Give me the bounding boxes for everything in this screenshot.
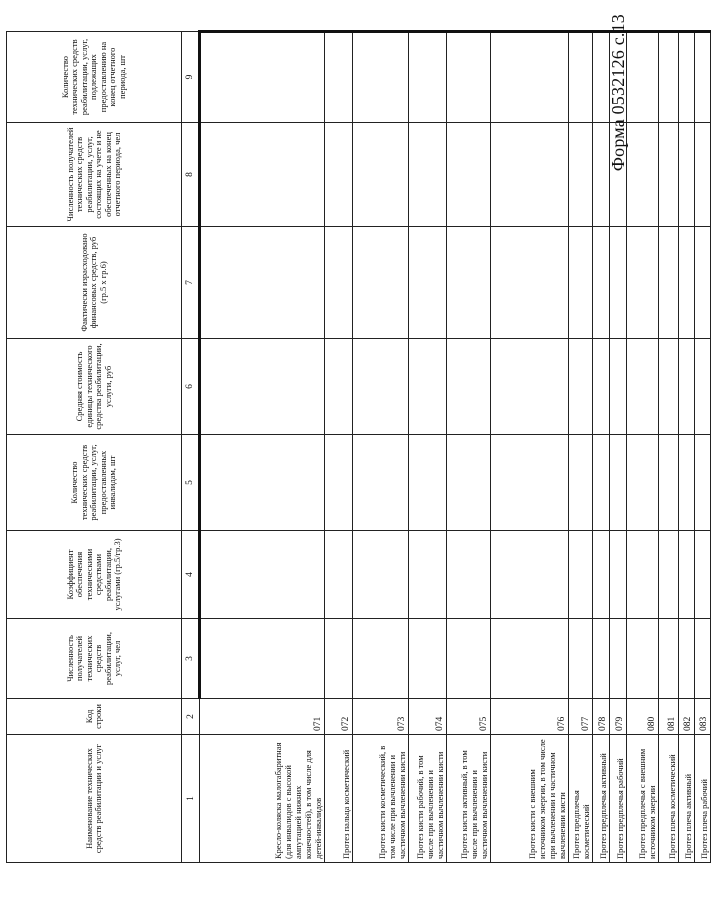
- column-number: 8: [182, 123, 200, 227]
- row-code: 073: [353, 699, 409, 735]
- header-unprovided: Численность получателей технических средств реабилитации, услуг, состоящих на учете и не обеспеченных на конец отчетного периода, чел: [7, 123, 182, 227]
- data-cell: [659, 435, 679, 531]
- header-quantity: Количество технических средств реабилитации, услуг, предоставленных инвалидам, шт: [7, 435, 182, 531]
- data-cell: [679, 32, 695, 123]
- row-name: Протез кисти с внешним источником энергии, в том числе при вычленении и частичном вычленении кисти: [491, 735, 569, 863]
- table-row: [200, 32, 325, 863]
- data-cell: [447, 227, 491, 339]
- data-cell: [409, 227, 447, 339]
- data-cell: [491, 123, 569, 227]
- row-name: Кресло-коляска малогабаритная (для инвалидов с высокой ампутацией нижних конечностей), в том числе для детей-инвалидов: [200, 735, 325, 863]
- header-coefficient: Коэффициент обеспечения техническими средствами реабилитации, услугами (гр.5/гр.3): [7, 531, 182, 619]
- data-cell: [695, 227, 711, 339]
- column-number: 2: [182, 699, 200, 735]
- data-cell: [447, 32, 491, 123]
- data-cell: [569, 619, 593, 699]
- data-cell: [353, 123, 409, 227]
- data-cell: [491, 339, 569, 435]
- data-cell: [679, 531, 695, 619]
- data-cell: [325, 435, 353, 531]
- table-row: [569, 32, 593, 863]
- header-name: Наименование технических средств реабилитации и услуг: [7, 735, 182, 863]
- row-code: 081: [659, 699, 679, 735]
- data-cell: [409, 531, 447, 619]
- row-name: Протез предплечья активный: [593, 735, 610, 863]
- table-row: [659, 32, 679, 863]
- data-cell: [610, 123, 627, 227]
- data-cell: [325, 619, 353, 699]
- data-cell: [627, 339, 659, 435]
- row-code: 083: [695, 699, 711, 735]
- data-cell: [569, 32, 593, 123]
- data-cell: [569, 435, 593, 531]
- row-code: 074: [409, 699, 447, 735]
- report-table: [6, 30, 711, 863]
- data-cell: [659, 227, 679, 339]
- data-cell: [325, 227, 353, 339]
- data-cell: [695, 619, 711, 699]
- header-row: [7, 32, 182, 863]
- table-row: [610, 32, 627, 863]
- data-cell: [610, 619, 627, 699]
- data-cell: [491, 227, 569, 339]
- column-number-row: [182, 32, 200, 863]
- data-cell: [325, 123, 353, 227]
- data-cell: [593, 619, 610, 699]
- header-code: Код строки: [7, 699, 182, 735]
- data-cell: [593, 531, 610, 619]
- row-code: 078: [593, 699, 610, 735]
- data-cell: [679, 619, 695, 699]
- row-code: 072: [325, 699, 353, 735]
- row-code: 080: [627, 699, 659, 735]
- header-spent: Фактически израсходовано финансовых средств, руб (гр.5 х гр.6): [7, 227, 182, 339]
- data-cell: [491, 619, 569, 699]
- data-cell: [627, 435, 659, 531]
- header-recipients: Численность получателей технических средств реабилитации, услуг, чел: [7, 619, 182, 699]
- data-cell: [200, 123, 325, 227]
- data-cell: [695, 32, 711, 123]
- data-cell: [695, 123, 711, 227]
- data-cell: [409, 32, 447, 123]
- table-row: [491, 32, 569, 863]
- data-cell: [695, 531, 711, 619]
- data-cell: [627, 227, 659, 339]
- data-cell: [353, 227, 409, 339]
- row-name: Протез пальца косметический: [325, 735, 353, 863]
- data-cell: [200, 435, 325, 531]
- table-row: [695, 32, 711, 863]
- table-row: [679, 32, 695, 863]
- data-cell: [659, 339, 679, 435]
- data-cell: [491, 32, 569, 123]
- data-cell: [593, 227, 610, 339]
- data-cell: [627, 123, 659, 227]
- column-number: 6: [182, 339, 200, 435]
- data-cell: [593, 339, 610, 435]
- row-code: 077: [569, 699, 593, 735]
- data-cell: [679, 123, 695, 227]
- table-row: [447, 32, 491, 863]
- data-cell: [695, 435, 711, 531]
- row-name: Протез плеча рабочий: [695, 735, 711, 863]
- data-cell: [659, 123, 679, 227]
- data-cell: [610, 339, 627, 435]
- data-cell: [491, 531, 569, 619]
- row-name: Протез кисти косметический, в том числе при вычленении и частичном вычленении кисти: [353, 735, 409, 863]
- data-cell: [610, 531, 627, 619]
- data-cell: [447, 339, 491, 435]
- data-cell: [353, 32, 409, 123]
- data-cell: [325, 531, 353, 619]
- data-cell: [695, 339, 711, 435]
- data-cell: [409, 435, 447, 531]
- row-code: 082: [679, 699, 695, 735]
- data-cell: [659, 32, 679, 123]
- data-cell: [447, 531, 491, 619]
- data-cell: [447, 619, 491, 699]
- data-cell: [659, 531, 679, 619]
- data-cell: [569, 227, 593, 339]
- row-name: Протез предплечья рабочий: [610, 735, 627, 863]
- form-label: Форма 0532126 с.13: [608, 14, 628, 172]
- data-cell: [659, 619, 679, 699]
- data-cell: [610, 32, 627, 123]
- data-cell: [491, 435, 569, 531]
- data-cell: [325, 339, 353, 435]
- header-to-provide: Количество технических средств реабилитации, услуг, подлежащих предоставлению на конец отчетного периода, шт: [7, 32, 182, 123]
- data-cell: [593, 32, 610, 123]
- data-cell: [325, 32, 353, 123]
- column-number: 4: [182, 531, 200, 619]
- row-name: Протез кисти рабочий, в том числе при вычленении и частичном вычленении кисти: [409, 735, 447, 863]
- table-row: [593, 32, 610, 863]
- data-cell: [353, 619, 409, 699]
- data-cell: [447, 123, 491, 227]
- data-cell: [627, 32, 659, 123]
- data-cell: [409, 619, 447, 699]
- data-cell: [353, 435, 409, 531]
- column-number: 5: [182, 435, 200, 531]
- table-row: [627, 32, 659, 863]
- data-cell: [200, 531, 325, 619]
- table-row: [409, 32, 447, 863]
- row-code: 076: [491, 699, 569, 735]
- data-cell: [627, 619, 659, 699]
- data-cell: [409, 339, 447, 435]
- row-code: 071: [200, 699, 325, 735]
- row-code: 079: [610, 699, 627, 735]
- table-body: [200, 32, 711, 863]
- data-cell: [447, 435, 491, 531]
- data-cell: [569, 531, 593, 619]
- data-cell: [569, 339, 593, 435]
- data-cell: [569, 123, 593, 227]
- data-cell: [627, 531, 659, 619]
- data-cell: [679, 435, 695, 531]
- row-name: Протез предплечья косметический: [569, 735, 593, 863]
- data-cell: [610, 435, 627, 531]
- table-row: [325, 32, 353, 863]
- data-cell: [679, 339, 695, 435]
- row-name: Протез кисти активный, в том числе при вычленении и частичном вычленении кисти: [447, 735, 491, 863]
- header-avg-cost: Средняя стоимость единицы технического средства реабилитации, услуги, руб: [7, 339, 182, 435]
- row-code: 075: [447, 699, 491, 735]
- data-cell: [353, 339, 409, 435]
- row-name: Протез плеча косметический: [659, 735, 679, 863]
- data-cell: [200, 339, 325, 435]
- data-cell: [353, 531, 409, 619]
- data-cell: [200, 32, 325, 123]
- data-cell: [409, 123, 447, 227]
- data-cell: [610, 227, 627, 339]
- column-number: 9: [182, 32, 200, 123]
- data-cell: [200, 227, 325, 339]
- row-name: Протез плеча активный: [679, 735, 695, 863]
- row-name: Протез предплечья с внешним источником энергии: [627, 735, 659, 863]
- table-row: [353, 32, 409, 863]
- data-cell: [200, 619, 325, 699]
- column-number: 1: [182, 735, 200, 863]
- data-cell: [679, 227, 695, 339]
- column-number: 7: [182, 227, 200, 339]
- data-cell: [593, 435, 610, 531]
- data-cell: [593, 123, 610, 227]
- column-number: 3: [182, 619, 200, 699]
